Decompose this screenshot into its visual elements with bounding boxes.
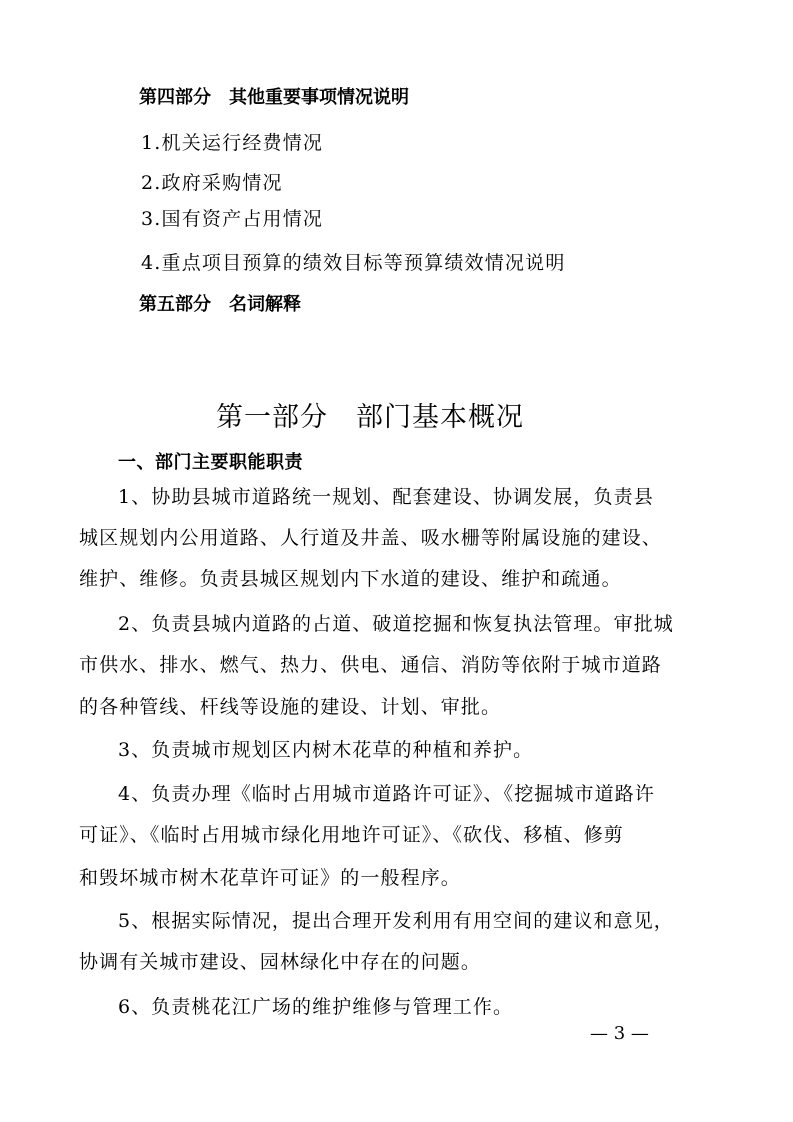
body-line-5: 市供水、排水、燃气、热力、供电、通信、消防等依附于城市道路 <box>79 654 662 676</box>
body-line-4: 2、负责县城内道路的占道、破道挖掘和恢复执法管理。审批城 <box>118 613 674 635</box>
body-line-3: 维护、维修。负责县城区规划内下水道的建设、维护和疏通。 <box>79 568 622 590</box>
body-line-8: 4、负责办理《临时占用城市道路许可证》、《挖掘城市道路许 <box>118 783 655 805</box>
toc-item-4: 4.重点项目预算的绩效目标等预算绩效情况说明 <box>141 252 566 274</box>
section-subtitle: 一、部门主要职能职责 <box>118 452 303 473</box>
page-number: — 3 — <box>590 1023 649 1044</box>
body-line-1: 1、协助县城市道路统一规划、配套建设、协调发展，负责县 <box>118 486 654 508</box>
toc-part5-title: 第五部分 名词解释 <box>139 294 301 315</box>
body-line-13: 6、负责桃花江广场的维护维修与管理工作。 <box>118 996 514 1018</box>
body-line-6: 的各种管线、杆线等设施的建设、计划、审批。 <box>79 696 502 718</box>
body-line-2: 城区规划内公用道路、人行道及井盖、吸水栅等附属设施的建设、 <box>79 527 662 549</box>
section-title: 第一部分 部门基本概况 <box>216 402 524 433</box>
body-line-7: 3、负责城市规划区内树木花草的种植和养护。 <box>118 739 534 761</box>
body-line-12: 协调有关城市建设、园林绿化中存在的问题。 <box>79 951 482 973</box>
toc-item-2: 2.政府采购情况 <box>141 172 283 194</box>
toc-part4-title: 第四部分 其他重要事项情况说明 <box>139 87 409 108</box>
body-line-9: 可证》、《临时占用城市绿化用地许可证》、《砍伐、移植、修剪 <box>79 824 624 846</box>
body-line-11: 5、根据实际情况，提出合理开发利用有用空间的建议和意见， <box>118 910 674 932</box>
body-line-10: 和毁坏城市树木花草许可证》的一般程序。 <box>79 867 461 889</box>
toc-item-1: 1.机关运行经费情况 <box>141 132 324 154</box>
toc-item-3: 3.国有资产占用情况 <box>141 208 324 230</box>
